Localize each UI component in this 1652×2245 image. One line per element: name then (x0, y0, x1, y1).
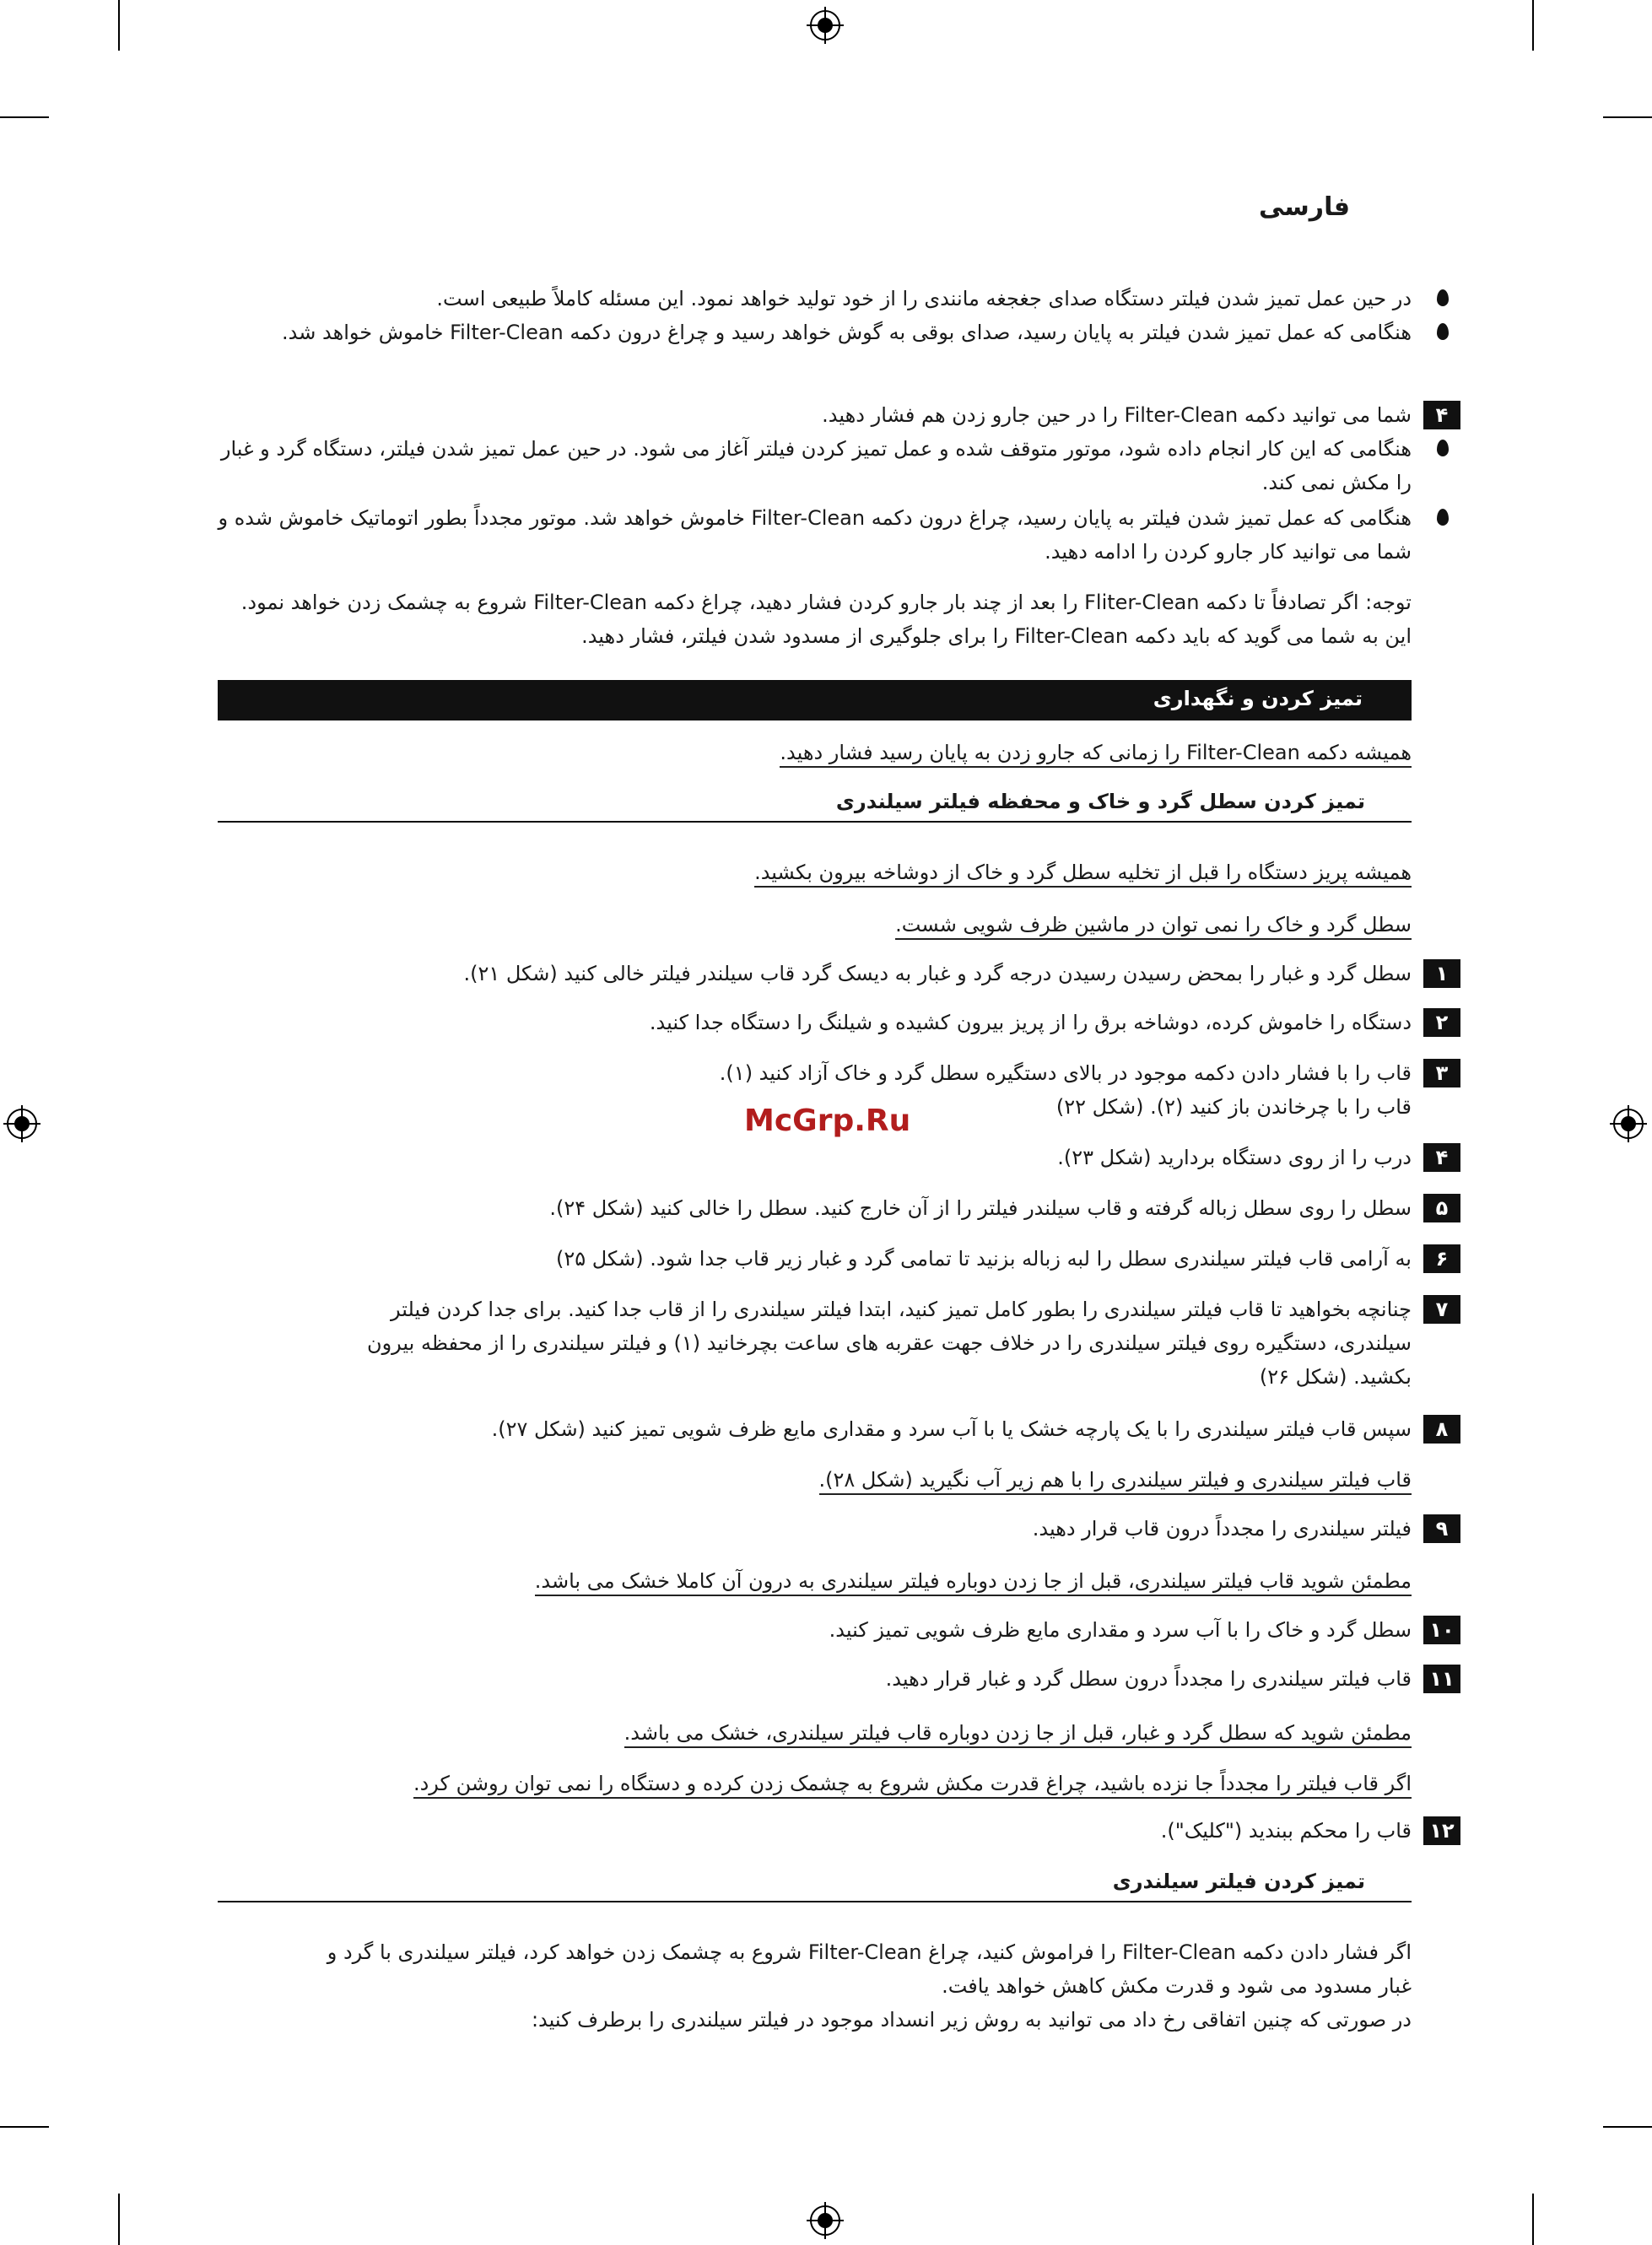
step-number: ۳ (1423, 1059, 1460, 1087)
step-number: ۴ (1423, 1143, 1460, 1172)
step-text: قاب را با فشار دادن دکمه موجود در بالای دستگیره سطل گرد و خاک آزاد کنید (۱). (719, 1061, 1412, 1085)
step-text: سطل گرد و خاک را با آب سرد و مقداری مایع ظرف شویی تمیز کنید. (829, 1618, 1412, 1642)
watermark: McGrp.Ru (744, 1104, 911, 1138)
step-text: قاب را محکم ببندید ("کلیک"). (1160, 1819, 1412, 1843)
step-number: ۵ (1423, 1194, 1460, 1222)
paragraph-line: غبار مسدود می شود و قدرت مکش کاهش خواهد یافت. (942, 1974, 1412, 1998)
warning-text: مطمئن شوید که سطل گرد و غبار، قبل از جا زدن دوباره قاب فیلتر سیلندری، خشک می باشد. (624, 1721, 1412, 1748)
bullet-text: هنگامی که عمل تمیز شدن فیلتر به پایان رسید، چراغ درون دکمه Filter-Clean خاموش خواهد شد. موتور مجدداً بطور اتوماتیک خاموش شده و شما می توانید کار جارو کردن را ادامه دهید. (218, 506, 1412, 564)
subheading: تمیز کردن سطل گرد و خاک و محفظه فیلتر سیلندری (835, 790, 1365, 813)
warning-text: سطل گرد و خاک را نمی توان در ماشین ظرف شویی شست. (895, 913, 1412, 940)
bullet-icon (1437, 440, 1449, 456)
step-text: قاب را با چرخاندن باز کنید (۲). (شکل ۲۲) (1055, 1095, 1412, 1119)
step-text: سطل را روی سطل زباله گرفته و قاب سیلندر فیلتر را از آن خارج کنید. سطل را خالی کنید (شکل ۲۴). (549, 1196, 1412, 1220)
step-text: سپس قاب فیلتر سیلندری را با یک پارچه خشک یا با آب سرد و مقداری مایع ظرف شویی تمیز کنید (شکل ۲۷). (491, 1417, 1412, 1441)
step-text: چنانچه بخواهید تا قاب فیلتر سیلندری را بطور کامل تمیز کنید، ابتدا فیلتر سیلندری را از قاب جدا کنید. برای جدا کردن فیلتر (391, 1298, 1412, 1321)
bullet-icon (1437, 289, 1449, 306)
step-9 (213, 1512, 1449, 1546)
registration-mark-icon (3, 1105, 40, 1142)
warning (230, 855, 1412, 889)
divider (218, 1901, 1412, 1902)
paragraph-line: اگر فشار دادن دکمه Filter-Clean را فراموش کنید، چراغ Filter-Clean شروع به چشمک زدن خواهد کرد، فیلتر سیلندری با گرد و (327, 1940, 1412, 1964)
crop-mark (1532, 0, 1534, 51)
step-7 (213, 1292, 1449, 1394)
step-number: ۱۲ (1423, 1816, 1460, 1845)
final-paragraph (218, 1935, 1412, 2037)
step-text: به آرامی قاب فیلتر سیلندری سطل را لبه زباله بزنید تا تمامی گرد و غبار زیر قاب جدا شود. (شکل ۲۵) (555, 1247, 1412, 1271)
step-2 (213, 1006, 1449, 1039)
crop-mark (0, 116, 49, 118)
step-number: ۱۰ (1423, 1616, 1460, 1644)
step-number: ۶ (1423, 1244, 1460, 1273)
section-title: تمیز کردن و نگهداری (1153, 687, 1363, 710)
bullet-text: هنگامی که این کار انجام داده شود، موتور متوقف شده و عمل تمیز کردن فیلتر آغاز می شود. در حین عمل تمیز شدن فیلتر، دستگاه گرد و غبار را مکش نمی کند. (220, 437, 1412, 494)
step-text: قاب فیلتر سیلندری را مجدداً درون سطل گرد و غبار قرار دهید. (885, 1667, 1412, 1691)
step-6 (213, 1242, 1449, 1276)
warning (230, 1564, 1412, 1598)
bullet-icon (1437, 323, 1449, 340)
list-item (213, 316, 1412, 349)
page-title: فارسی (1258, 192, 1350, 222)
registration-mark-icon (807, 7, 844, 44)
step-10 (213, 1613, 1455, 1647)
step-number: ۴ (1423, 401, 1460, 429)
step-text: فیلتر سیلندری را مجدداً درون قاب قرار دهید. (1032, 1517, 1412, 1541)
crop-mark (118, 0, 120, 51)
warning (230, 1463, 1412, 1497)
step-11 (213, 1662, 1455, 1696)
crop-mark (1603, 2126, 1652, 2128)
warning-text: قاب فیلتر سیلندری و فیلتر سیلندری را با هم زیر آب نگیرید (شکل ۲۸). (819, 1468, 1412, 1495)
step-number: ۷ (1423, 1295, 1460, 1324)
step-12 (213, 1814, 1455, 1848)
warning (230, 908, 1412, 942)
bullet-text: در حین عمل تمیز شدن فیلتر دستگاه صدای جغجغه مانندی را از خود تولید خواهد نمود. این مسئله کاملاً طبیعی است. (436, 287, 1412, 310)
warning-text: همیشه پریز دستگاه را قبل از تخلیه سطل گرد و خاک از دوشاخه بیرون بکشید. (754, 861, 1412, 888)
step-text: شما می توانید دکمه Filter-Clean را در حین جارو زدن هم فشار دهید. (822, 403, 1412, 427)
warning-text: مطمئن شوید قاب فیلتر سیلندری، قبل از جا زدن دوباره فیلتر سیلندری به درون آن کاملا خشک می باشد. (535, 1569, 1412, 1596)
crop-mark (118, 2194, 120, 2245)
note-paragraph: توجه: اگر تصادفاً تا دکمه Fliter-Clean را بعد از چند بار جارو کردن فشار دهید، چراغ دکمه Filter-Clean شروع به چشمک زدن خواهد نمود. این به شما می گوید که باید دکمه Filter-Clean را برای جلوگیری از مسدود شدن فیلتر، فشار دهید. (240, 591, 1412, 648)
step-number: ۸ (1423, 1415, 1460, 1444)
step-4 (213, 398, 1449, 432)
crop-mark (1532, 2194, 1534, 2245)
paragraph-line: در صورتی که چنین اتفاقی رخ داد می توانید به روش زیر انسداد موجود در فیلتر سیلندری را برطرف کنید: (531, 2008, 1412, 2032)
subheading: تمیز کردن فیلتر سیلندری (1112, 1870, 1365, 1893)
divider (218, 821, 1412, 823)
warning (230, 1767, 1412, 1800)
step-1 (213, 957, 1449, 990)
list-item (213, 501, 1412, 569)
list-item (213, 282, 1412, 316)
warning-text: اگر قاب فیلتر را مجدداً جا نزده باشید، چراغ قدرت مکش شروع به چشمک زدن کرده و دستگاه را نمی توان روشن کرد. (413, 1772, 1412, 1799)
section-header (218, 680, 1412, 720)
step-text: دستگاه را خاموش کرده، دوشاخه برق را از پریز بیرون کشیده و شیلنگ را دستگاه جدا کنید. (649, 1011, 1412, 1034)
step-number: ۱۱ (1423, 1665, 1460, 1693)
step-text: بکشید. (شکل ۲۶) (1259, 1365, 1412, 1389)
step-number: ۹ (1423, 1514, 1460, 1543)
step-text: درب را از روی دستگاه بردارید (شکل ۲۳). (1057, 1146, 1412, 1169)
section-intro (230, 736, 1412, 769)
warning (230, 1716, 1412, 1750)
step-4-clean (213, 1141, 1449, 1174)
list-item (213, 432, 1412, 499)
step-text: سطل گرد و غبار را بمحض رسیدن رسیدن درجه گرد و غبار به دیسک گرد قاب سیلندر فیلتر خالی کنید (شکل ۲۱). (463, 962, 1412, 985)
bullet-icon (1437, 509, 1449, 526)
section-intro-text: همیشه دکمه Filter-Clean را زمانی که جارو زدن به پایان رسید فشار دهید. (780, 741, 1412, 768)
step-text: سیلندری، دستگیره روی فیلتر سیلندری را در خلاف جهت عقربه های ساعت بچرخانید (۱) و فیلتر سیلندری را از محفظه بیرون (366, 1331, 1412, 1355)
crop-mark (1603, 116, 1652, 118)
crop-mark (0, 2126, 49, 2128)
bullet-text: هنگامی که عمل تمیز شدن فیلتر به پایان رسید، صدای بوقی به گوش خواهد رسید و چراغ درون دکمه Filter-Clean خاموش خواهد شد. (282, 321, 1412, 344)
step-8 (213, 1412, 1449, 1446)
step-number: ۱ (1423, 959, 1460, 988)
registration-mark-icon (1610, 1105, 1647, 1142)
step-5 (213, 1191, 1449, 1225)
step-number: ۲ (1423, 1008, 1460, 1037)
registration-mark-icon (807, 2202, 844, 2239)
